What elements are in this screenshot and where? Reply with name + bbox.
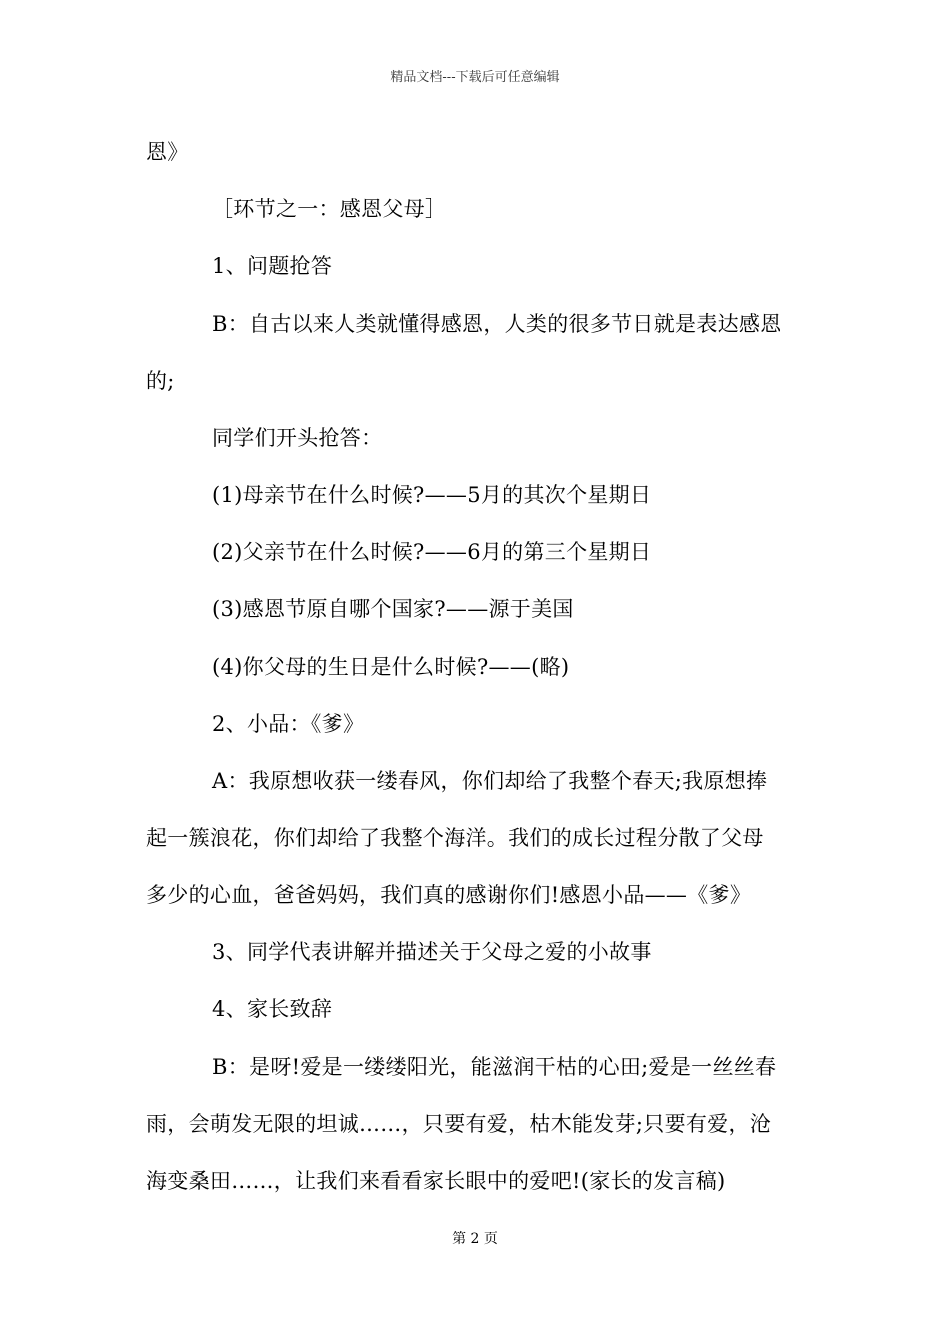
list-item: (1)母亲节在什么时候?——5月的其次个星期日 <box>212 483 652 507</box>
text-line: 起一簇浪花，你们却给了我整个海洋。我们的成长过程分散了父母 <box>146 826 764 850</box>
item-heading: 2、小品：《爹》 <box>212 712 365 736</box>
text-line: B：是呀!爱是一缕缕阳光，能滋润干枯的心田;爱是一丝丝春 <box>212 1055 777 1079</box>
list-item: (2)父亲节在什么时候?——6月的第三个星期日 <box>212 540 652 564</box>
text-line: A：我原想收获一缕春风，你们却给了我整个春天;我原想捧 <box>212 769 768 793</box>
list-item: (4)你父母的生日是什么时候?——(略) <box>212 655 570 679</box>
section-heading: ［环节之一：感恩父母］ <box>212 197 447 221</box>
text-line: 海变桑田……，让我们来看看家长眼中的爱吧!(家长的发言稿) <box>146 1169 726 1193</box>
item-heading: 3、同学代表讲解并描述关于父母之爱的小故事 <box>212 940 652 964</box>
text-line: 同学们开头抢答： <box>212 426 383 450</box>
text-line: B：自古以来人类就懂得感恩，人类的很多节日就是表达感恩 <box>212 312 782 336</box>
page-number: 第 2 页 <box>452 1231 498 1247</box>
item-heading: 4、家长致辞 <box>212 997 333 1021</box>
list-item: (3)感恩节原自哪个国家?——源于美国 <box>212 597 574 621</box>
text-line: 多少的心血，爸爸妈妈，我们真的感谢你们!感恩小品——《爹》 <box>146 883 752 907</box>
item-heading: 1、问题抢答 <box>212 254 333 278</box>
text-line: 雨，会萌发无限的坦诚……，只要有爱，枯木能发芽;只要有爱，沧 <box>146 1112 772 1136</box>
page-header: 精品文档---下载后可任意编辑 <box>390 70 560 85</box>
text-line: 恩》 <box>146 140 189 164</box>
text-line: 的; <box>146 369 175 393</box>
